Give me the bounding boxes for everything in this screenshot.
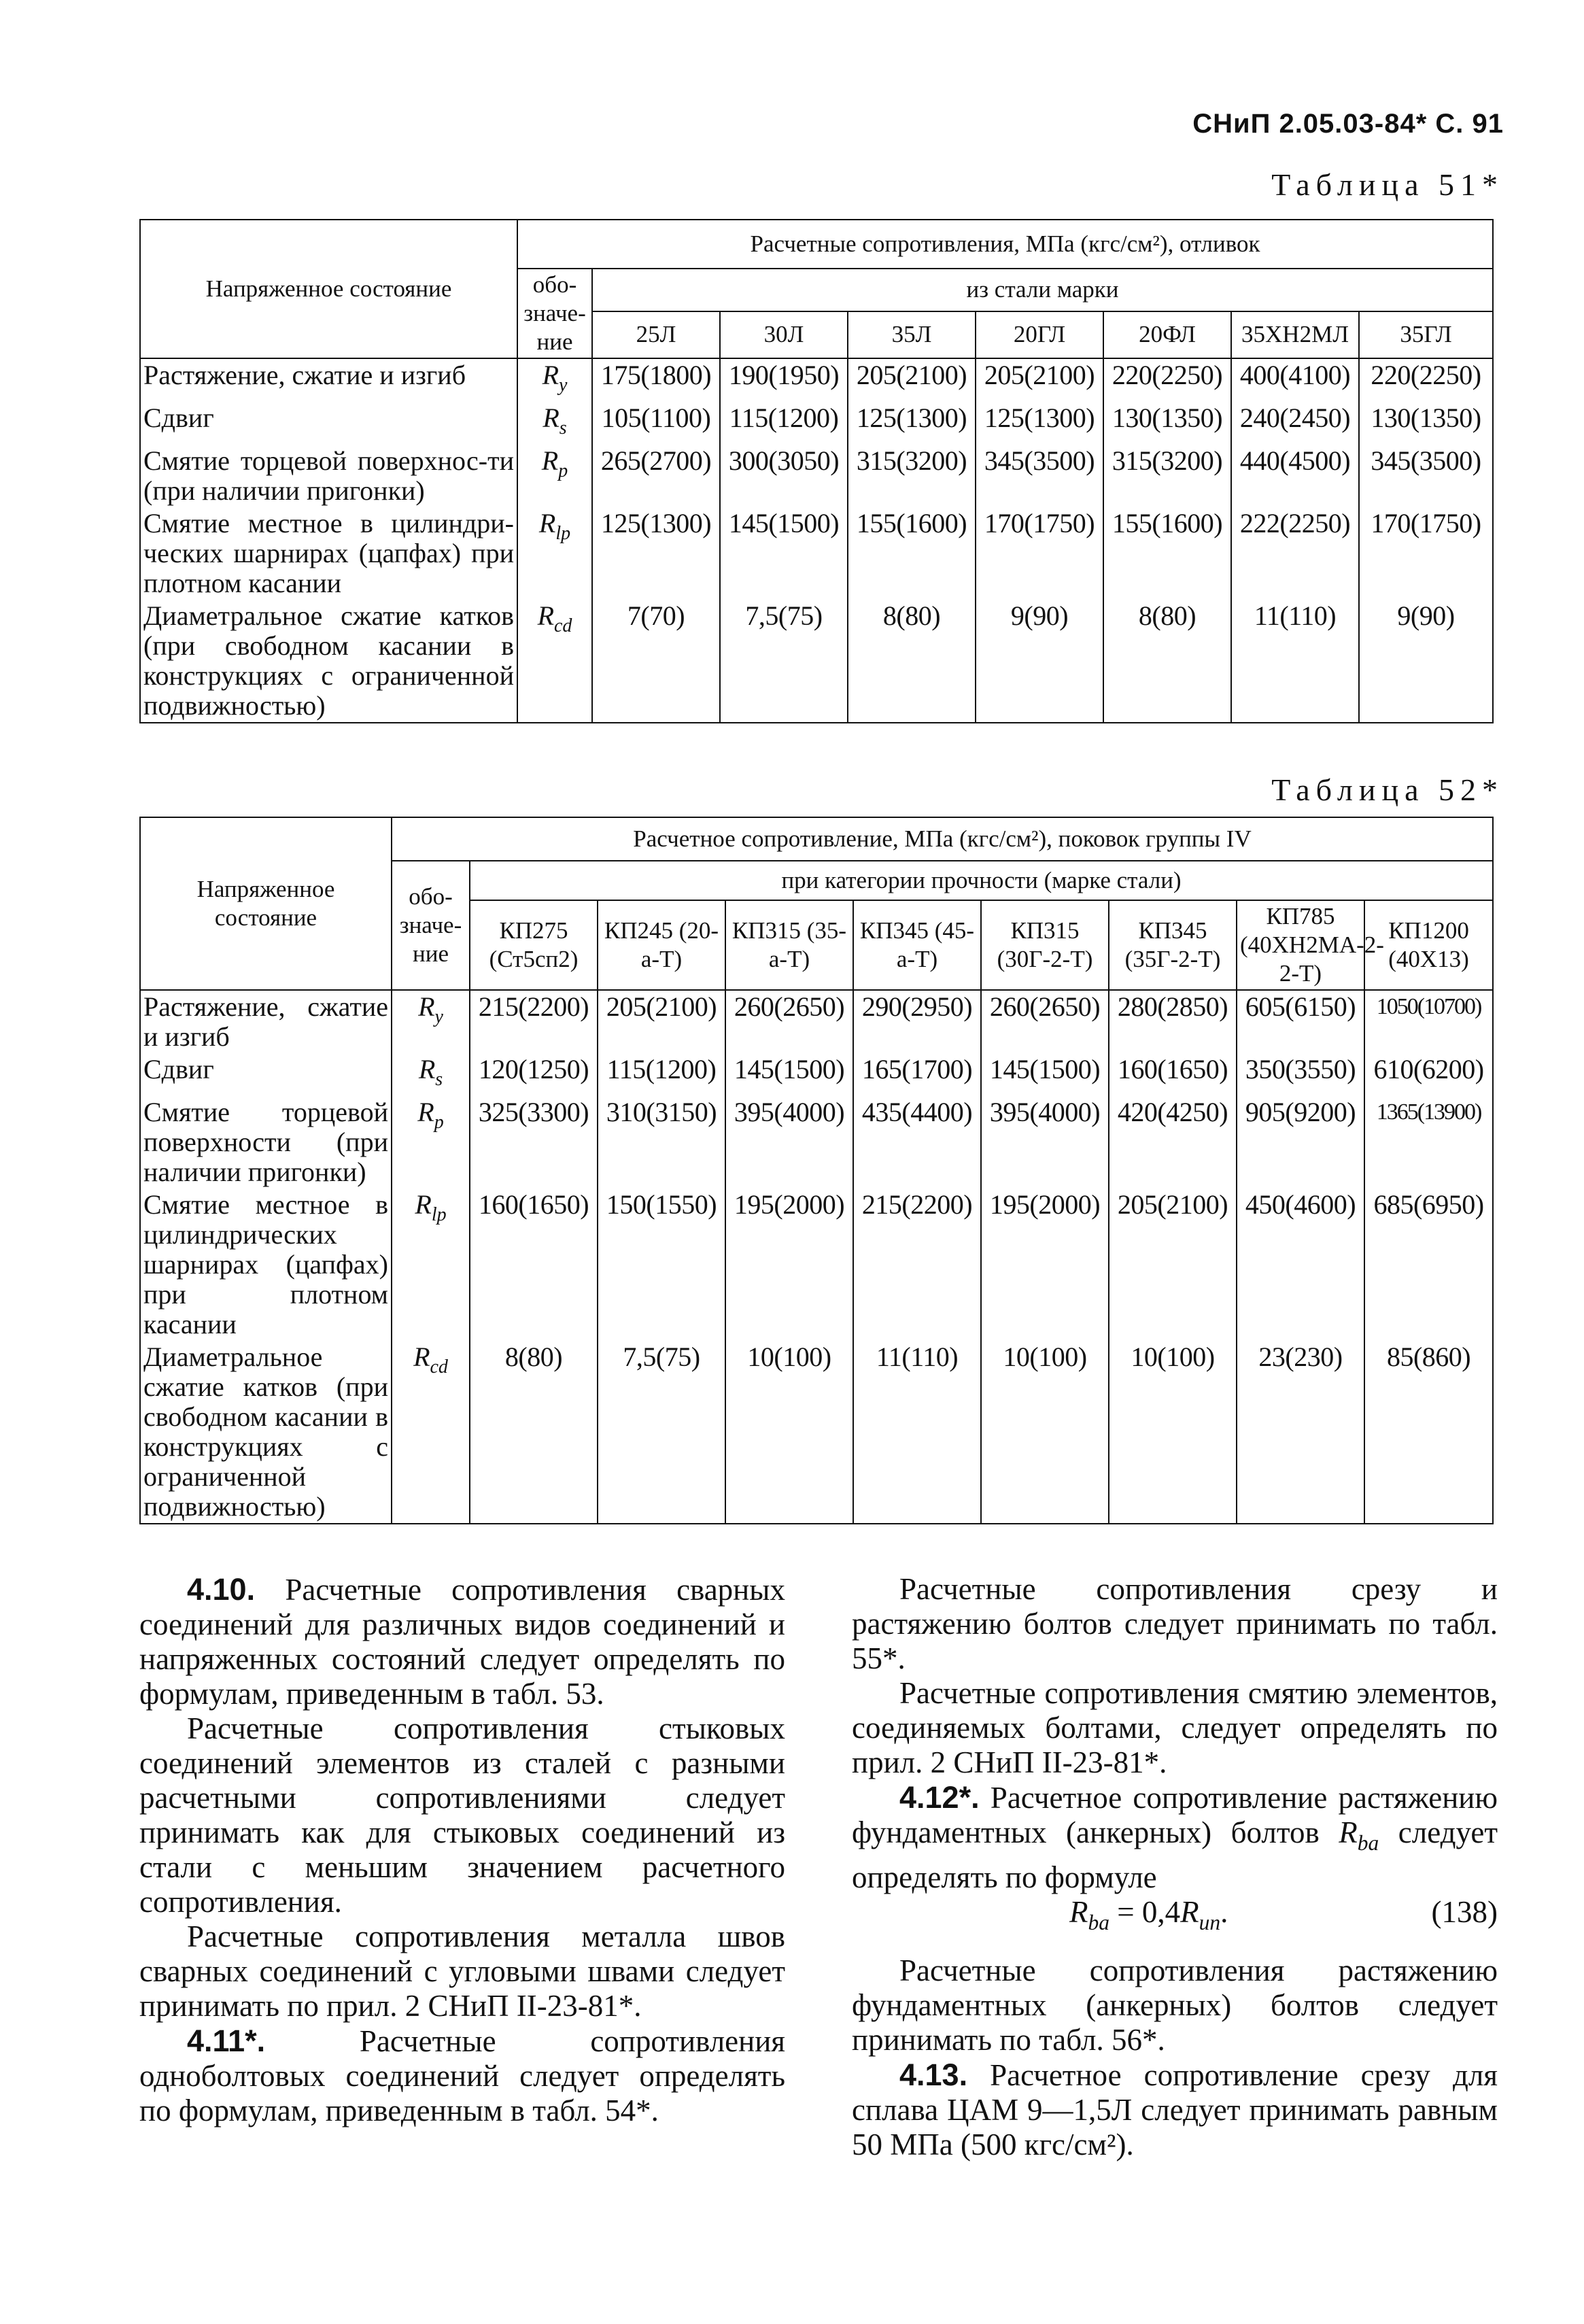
value-cell: 130(1350): [1103, 402, 1231, 445]
grade-header: КП345 (45-а-Т): [853, 900, 981, 990]
state-header: Напряженное состояние: [140, 817, 392, 990]
value-cell: 105(1100): [592, 402, 720, 445]
value-cell: 315(3200): [848, 445, 976, 507]
state-header: Напряженное состояние: [140, 220, 517, 358]
grade-header: КП245 (20-а-Т): [598, 900, 725, 990]
value-cell: 150(1550): [598, 1189, 725, 1341]
value-cell: 115(1200): [720, 402, 848, 445]
value-cell: 7,5(75): [720, 600, 848, 723]
state-cell: Растяжение, сжатие и изгиб: [140, 990, 392, 1053]
value-cell: 205(2100): [1109, 1189, 1237, 1341]
value-cell: 165(1700): [853, 1053, 981, 1096]
paragraph: Расчетные сопротивления растяжению фундаментных (анкерных) болтов следует принимать по табл. 56*.: [852, 1953, 1498, 2057]
clause-number: 4.13.: [899, 2057, 968, 2093]
symbol-cell: $R_y$: [517, 358, 592, 402]
value-cell: 8(80): [470, 1341, 598, 1524]
value-cell: 125(1300): [848, 402, 976, 445]
value-cell: 420(4250): [1109, 1096, 1237, 1189]
symbol-cell: $R_{lp}$: [392, 1189, 470, 1341]
value-cell: 310(3150): [598, 1096, 725, 1189]
value-cell: 435(4400): [853, 1096, 981, 1189]
value-cell: 400(4100): [1231, 358, 1359, 402]
grade-header: 20ГЛ: [976, 311, 1103, 358]
table-52: [139, 817, 1494, 1524]
paragraph: Расчетные сопротивления смятию элементов, соединяемых болтами, следует определять по прил. 2 СНиП II-23-81*.: [852, 1676, 1498, 1779]
value-cell: 345(3500): [976, 445, 1103, 507]
value-cell: 1050(10700): [1364, 990, 1493, 1053]
value-cell: 10(100): [981, 1341, 1109, 1524]
symbol-cell: $R_s$: [517, 402, 592, 445]
value-cell: 195(2000): [981, 1189, 1109, 1341]
table-row: [140, 990, 1493, 1053]
value-cell: 215(2200): [853, 1189, 981, 1341]
value-cell: 325(3300): [470, 1096, 598, 1189]
grade-header: 30Л: [720, 311, 848, 358]
formula-number: (138): [1431, 1895, 1498, 1930]
symbol-header: обо-значе-ние: [392, 861, 470, 990]
value-cell: 155(1600): [1103, 507, 1231, 600]
value-cell: 85(860): [1364, 1341, 1493, 1524]
value-cell: 395(4000): [725, 1096, 853, 1189]
symbol-cell: $R_{cd}$: [517, 600, 592, 723]
grade-header: КП1200 (40Х13): [1364, 900, 1493, 990]
symbol-cell: $R_s$: [392, 1053, 470, 1096]
formula-138: $R_{ba} = 0,4R_{un}$. (138): [1069, 1895, 1498, 1935]
symbol-header: обо-значе-ние: [517, 269, 592, 358]
state-cell: Сдвиг: [140, 402, 517, 445]
grade-header: КП315 (30Г-2-Т): [981, 900, 1109, 990]
paragraph: 4.10. Расчетные сопротивления сварных соединений для различных видов соединений и напряженных состояний следует определять по формулам, приведенным в табл. 53.: [139, 1572, 785, 1711]
grade-header: 35ХН2МЛ: [1231, 311, 1359, 358]
clause-number: 4.12*.: [899, 1780, 980, 1815]
value-cell: 125(1300): [592, 507, 720, 600]
value-cell: 260(2650): [725, 990, 853, 1053]
value-cell: 215(2200): [470, 990, 598, 1053]
table-row: [140, 402, 1493, 445]
grade-header: КП345 (35Г-2-Т): [1109, 900, 1237, 990]
value-cell: 175(1800): [592, 358, 720, 402]
value-cell: 260(2650): [981, 990, 1109, 1053]
value-cell: 155(1600): [848, 507, 976, 600]
state-cell: Смятие местное в цилиндри-ческих шарнирах (цапфах) при плотном касании: [140, 507, 517, 600]
table-row: [140, 1053, 1493, 1096]
paragraph: 4.11*. Расчетные сопротивления одноболтовых соединений следует определять по формулам, приведенным в табл. 54*.: [139, 2023, 785, 2128]
group-header: Расчетное сопротивление, МПа (кгс/см²), поковок группы IV: [392, 817, 1493, 861]
state-cell: Сдвиг: [140, 1053, 392, 1096]
table-52-caption: Таблица 52*: [1271, 772, 1504, 807]
value-cell: 905(9200): [1237, 1096, 1364, 1189]
value-cell: 190(1950): [720, 358, 848, 402]
value-cell: 222(2250): [1231, 507, 1359, 600]
value-cell: 350(3550): [1237, 1053, 1364, 1096]
symbol-cell: $R_{cd}$: [392, 1341, 470, 1524]
value-cell: 9(90): [1359, 600, 1493, 723]
value-cell: 195(2000): [725, 1189, 853, 1341]
value-cell: 280(2850): [1109, 990, 1237, 1053]
table-row: [140, 445, 1493, 507]
table-row: [140, 507, 1493, 600]
value-cell: 240(2450): [1231, 402, 1359, 445]
paragraph: Расчетные сопротивления стыковых соединений элементов из сталей с разными расчетными сопротивлениями следует принимать как для стыковых соединений из стали с меньшим значением расчетного сопротивления.: [139, 1711, 785, 1919]
value-cell: 8(80): [848, 600, 976, 723]
grade-header: КП315 (35-а-Т): [725, 900, 853, 990]
value-cell: 450(4600): [1237, 1189, 1364, 1341]
value-cell: 610(6200): [1364, 1053, 1493, 1096]
value-cell: 265(2700): [592, 445, 720, 507]
table-51-caption: Таблица 51*: [1271, 167, 1504, 202]
value-cell: 205(2100): [976, 358, 1103, 402]
table-row: [140, 600, 1493, 723]
paragraph: 4.12*. Расчетное сопротивление растяжению фундаментных (анкерных) болтов $R_{ba}$ следует определять по формуле: [852, 1780, 1498, 1895]
value-cell: 170(1750): [976, 507, 1103, 600]
value-cell: 7,5(75): [598, 1341, 725, 1524]
value-cell: 10(100): [725, 1341, 853, 1524]
value-cell: 11(110): [853, 1341, 981, 1524]
paragraph: 4.13. Расчетное сопротивление срезу для сплава ЦАМ 9—1,5Л следует принимать равным 50 МПа (500 кгс/см²).: [852, 2057, 1498, 2162]
value-cell: 345(3500): [1359, 445, 1493, 507]
value-cell: 23(230): [1237, 1341, 1364, 1524]
symbol-cell: $R_p$: [517, 445, 592, 507]
state-cell: Растяжение, сжатие и изгиб: [140, 358, 517, 402]
value-cell: 395(4000): [981, 1096, 1109, 1189]
value-cell: 145(1500): [720, 507, 848, 600]
state-cell: Смятие торцевой поверхности (при наличии пригонки): [140, 1096, 392, 1189]
paragraph: Расчетные сопротивления металла швов сварных соединений с угловыми швами следует принимать по прил. 2 СНиП II-23-81*.: [139, 1919, 785, 2023]
table-row: [140, 1096, 1493, 1189]
state-cell: Диаметральное сжатие катков (при свободном касании в конструкциях с ограниченной подвижностью): [140, 1341, 392, 1524]
table-row: [140, 1341, 1493, 1524]
subgroup-header: при категории прочности (марке стали): [470, 861, 1493, 900]
clause-number: 4.10.: [187, 1572, 256, 1607]
value-cell: 160(1650): [1109, 1053, 1237, 1096]
value-cell: 605(6150): [1237, 990, 1364, 1053]
value-cell: 125(1300): [976, 402, 1103, 445]
paragraph: Расчетные сопротивления срезу и растяжению болтов следует принимать по табл. 55*.: [852, 1572, 1498, 1675]
grade-header: КП275 (Ст5сп2): [470, 900, 598, 990]
value-cell: 300(3050): [720, 445, 848, 507]
value-cell: 440(4500): [1231, 445, 1359, 507]
symbol-cell: $R_y$: [392, 990, 470, 1053]
text-column-right: [852, 1572, 1498, 2162]
value-cell: 7(70): [592, 600, 720, 723]
grade-header: 20ФЛ: [1103, 311, 1231, 358]
symbol-cell: $R_p$: [392, 1096, 470, 1189]
group-header: Расчетные сопротивления, МПа (кгс/см²), отливок: [517, 220, 1493, 269]
value-cell: 145(1500): [725, 1053, 853, 1096]
value-cell: 11(110): [1231, 600, 1359, 723]
table-row: [140, 358, 1493, 402]
value-cell: 220(2250): [1359, 358, 1493, 402]
subgroup-header: из стали марки: [592, 269, 1493, 311]
clause-number: 4.11*.: [187, 2023, 266, 2058]
value-cell: 205(2100): [848, 358, 976, 402]
running-header: СНиП 2.05.03-84* С. 91: [1192, 109, 1504, 139]
value-cell: 685(6950): [1364, 1189, 1493, 1341]
value-cell: 220(2250): [1103, 358, 1231, 402]
grade-header: 35Л: [848, 311, 976, 358]
grade-header: 25Л: [592, 311, 720, 358]
value-cell: 115(1200): [598, 1053, 725, 1096]
value-cell: 8(80): [1103, 600, 1231, 723]
state-cell: Диаметральное сжатие катков (при свободном касании в конструкциях с ограниченной подвижностью): [140, 600, 517, 723]
text-column-left: [139, 1572, 785, 2128]
value-cell: 290(2950): [853, 990, 981, 1053]
value-cell: 130(1350): [1359, 402, 1493, 445]
value-cell: 170(1750): [1359, 507, 1493, 600]
value-cell: 10(100): [1109, 1341, 1237, 1524]
grade-header: КП785 (40ХН2МА-2-2-Т): [1237, 900, 1364, 990]
state-cell: Смятие местное в цилиндрических шарнирах (цапфах) при плотном касании: [140, 1189, 392, 1341]
grade-header: 35ГЛ: [1359, 311, 1493, 358]
value-cell: 160(1650): [470, 1189, 598, 1341]
value-cell: 205(2100): [598, 990, 725, 1053]
value-cell: 1365(13900): [1364, 1096, 1493, 1189]
value-cell: 315(3200): [1103, 445, 1231, 507]
table-row: [140, 1189, 1493, 1341]
symbol-cell: $R_{lp}$: [517, 507, 592, 600]
state-cell: Смятие торцевой поверхнос-ти (при наличии пригонки): [140, 445, 517, 507]
value-cell: 120(1250): [470, 1053, 598, 1096]
value-cell: 9(90): [976, 600, 1103, 723]
table-51: [139, 219, 1494, 723]
value-cell: 145(1500): [981, 1053, 1109, 1096]
